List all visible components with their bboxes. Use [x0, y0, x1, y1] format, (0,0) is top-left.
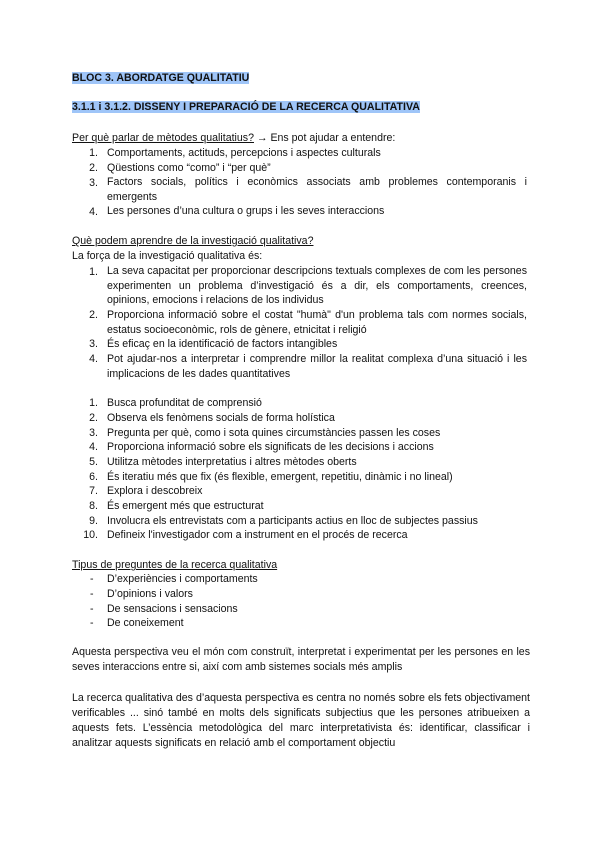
list-number: 9. — [89, 515, 98, 527]
list-number: 1. — [89, 147, 98, 159]
paragraph: Aquesta perspectiva veu el món com construït, interpretat i experimentat per les persones en les seves interaccions entre si, així com amb sistemes socials més amplis — [72, 646, 530, 673]
why-heading: Per què parlar de mètodes qualitatius? → Ens pot ajudar a entendre: — [72, 132, 396, 144]
list-item: Defineix l'investigador com a instrument en el procés de recerca — [107, 529, 408, 541]
list-item: D’experiències i comportaments — [107, 573, 258, 585]
list-number: 6. — [89, 471, 98, 483]
bloc-title: BLOC 3. ABORDATGE QUALITATIU — [72, 72, 250, 84]
list-item: Factors socials, polítics i econòmics associats amb problemes contemporanis i emergents — [107, 176, 527, 203]
list-number: 1. — [89, 266, 98, 278]
list-number: 4. — [89, 206, 98, 218]
list-number: 7. — [89, 485, 98, 497]
list-number: 2. — [89, 309, 98, 321]
learn-heading: Què podem aprendre de la investigació qualitativa? — [72, 235, 314, 247]
list-number: 2. — [89, 412, 98, 424]
dash-bullet: - — [90, 573, 94, 585]
list-item: De coneixement — [107, 617, 184, 629]
list-number: 4. — [89, 353, 98, 365]
list-item: És eficaç en la identificació de factors intangibles — [107, 338, 338, 350]
list-number: 8. — [89, 500, 98, 512]
dash-bullet: - — [90, 603, 94, 615]
list-item: Pot ajudar-nos a interpretar i comprendre millor la realitat complexa d’una situació i les implicacions de les dades quantitatives — [107, 353, 527, 380]
list-item: Observa els fenòmens socials de forma holística — [107, 412, 335, 424]
list-item: Utilitza mètodes interpretatius i altres mètodes oberts — [107, 456, 357, 468]
list-item: Qüestions como “como” i “per què” — [107, 162, 271, 174]
list-item: La seva capacitat per proporcionar descripcions textuals complexes de com les persones experimenten un problema d’investigació és a dir, els comportaments, creences, opinions, emocions i relacions de los individus — [107, 265, 527, 307]
list-item: Proporciona informació sobre el costat "humà" d'un problema tals com normes socials, estatus socioeconòmic, rols de gènere, etnicitat i religió — [107, 309, 527, 336]
list-number: 3. — [89, 427, 98, 439]
list-item: Comportaments, actituds, percepcions i aspectes culturals — [107, 147, 381, 159]
list-item: Busca profunditat de comprensió — [107, 397, 262, 409]
list-item: Proporciona informació sobre els significats de les decisions i accions — [107, 441, 434, 453]
list-item: Explora i descobreix — [107, 485, 203, 497]
list-number: 1. — [89, 397, 98, 409]
list-item: És iteratiu més que fix (és flexible, emergent, repetitiu, dinàmic i no lineal) — [107, 471, 453, 483]
list-item: Les persones d’una cultura o grups i les seves interaccions — [107, 205, 385, 217]
list-number: 5. — [89, 456, 98, 468]
paragraph: La recerca qualitativa des d’aquesta perspectiva es centra no només sobre els fets objectivament verificables ... sinó també en molts dels significats subjectius que les persones atribueixen a aquests fets. L’essència metodològica del marc interpretativista és: identificar, classificar i analitzar aquests significats en relació amb el comportament objectiu — [72, 692, 530, 749]
types-heading: Tipus de preguntes de la recerca qualitativa — [72, 559, 278, 571]
list-number: 3. — [89, 177, 98, 189]
list-number: 10. — [83, 529, 98, 541]
list-item: És emergent més que estructurat — [107, 500, 264, 512]
list-number: 2. — [89, 162, 98, 174]
list-item: De sensacions i sensacions — [107, 603, 238, 615]
list-number: 3. — [89, 338, 98, 350]
list-item: D’opinions i valors — [107, 588, 193, 600]
section-title: 3.1.1 i 3.1.2. DISSENY I PREPARACIÓ DE LA RECERCA QUALITATIVA — [72, 101, 420, 113]
dash-bullet: - — [90, 588, 94, 600]
learn-intro: La força de la investigació qualitativa és: — [72, 250, 263, 262]
list-item: Pregunta per què, como i sota quines circumstàncies passen les coses — [107, 427, 441, 439]
dash-bullet: - — [90, 617, 94, 629]
list-number: 4. — [89, 441, 98, 453]
list-item: Involucra els entrevistats com a participants actius en lloc de subjectes passius — [107, 515, 478, 527]
